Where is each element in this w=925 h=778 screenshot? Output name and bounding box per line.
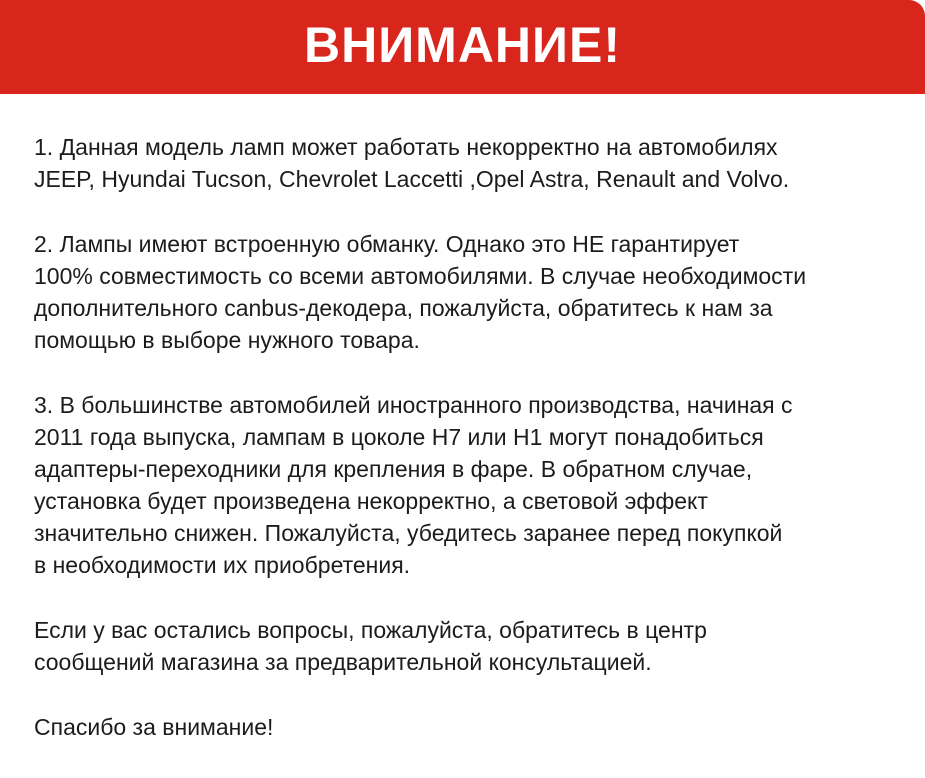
notice-point-2: 2. Лампы имеют встроенную обманку. Однако это НЕ гарантирует 100% совместимость со всеми автомобилями. В случае необходимости дополнительного canbus-декодера, пожалуйста, обратитесь к нам за помощью в выборе нужного товара. [34,231,807,353]
questions-note: Если у вас остались вопросы, пожалуйста, обратитесь в центр сообщений магазина за предварительной консультацией. [34,617,707,675]
thanks-note: Спасибо за внимание! [34,714,274,740]
notice-point-3: 3. В большинстве автомобилей иностранного производства, начиная с 2011 года выпуска, лампам в цоколе H7 или H1 могут понадобиться адаптеры-переходники для крепления в фаре. В обратном случае, установка будет произведена некорректно, а световой эффект значительно снижен. Пожалуйста, убедитесь заранее перед покупкой в необходимости их приобретения. [34,392,793,578]
warning-banner [0,0,925,94]
notice-body [34,131,919,743]
notice-point-1: 1. Данная модель ламп может работать некорректно на автомобилях JEEP, Hyundai Tucson, Chevrolet Laccetti ,Opel Astra, Renault and Volvo. [34,134,790,192]
banner-title: ВНИМАНИЕ! [304,17,621,73]
